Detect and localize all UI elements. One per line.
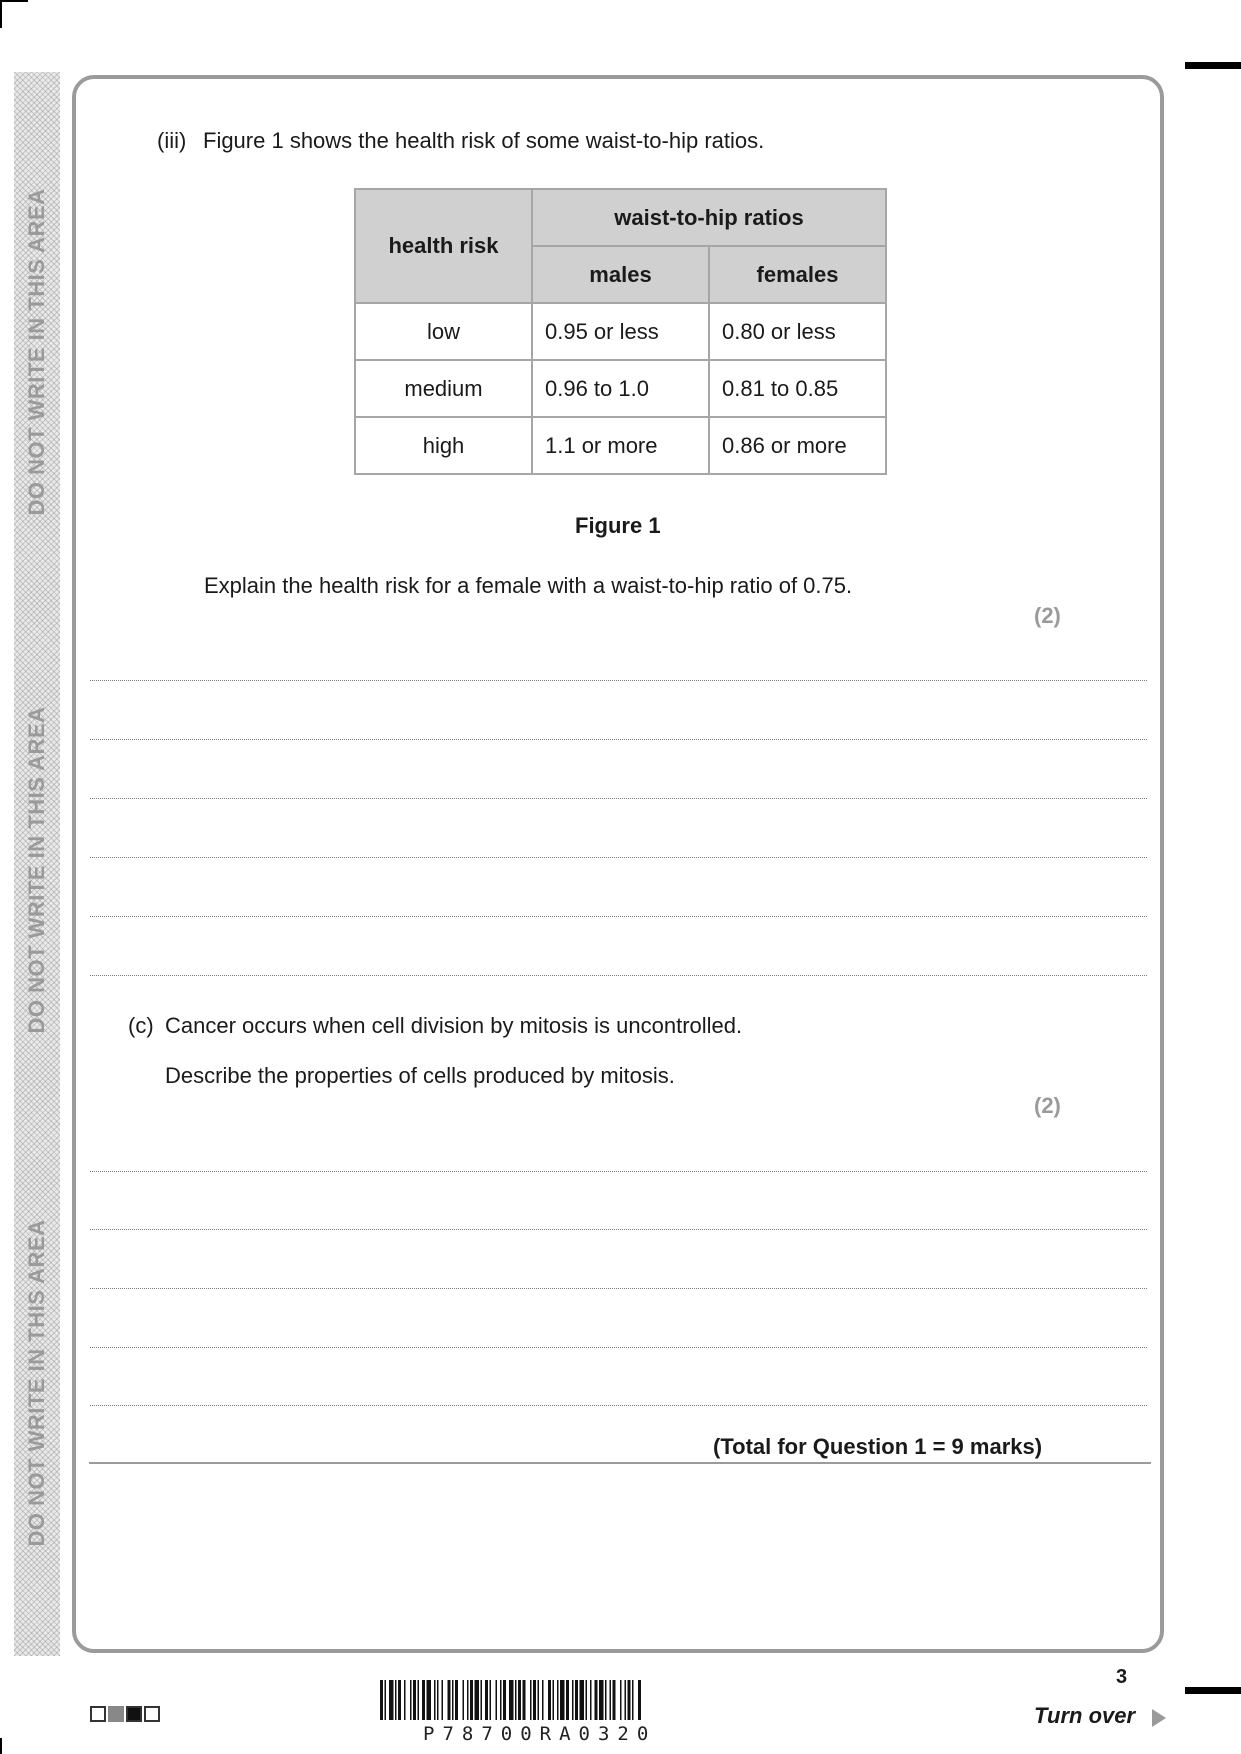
barcode-bar [455,1680,458,1720]
question-number: (iii) [157,128,187,153]
barcode-bar [503,1680,506,1720]
barcode-bar [553,1680,555,1720]
answer-line[interactable] [90,1288,1147,1289]
barcode-bar [625,1680,627,1720]
barcode-bar [385,1680,387,1720]
barcode-bar [595,1680,598,1720]
barcode-bar [515,1680,517,1720]
males-cell: 0.96 to 1.0 [532,360,709,417]
barcode-bar [605,1680,607,1720]
answer-line[interactable] [90,1347,1147,1348]
turn-over-label: Turn over [1034,1703,1136,1728]
barcode-bar [470,1680,473,1720]
registration-mark [1185,1687,1241,1694]
header-males: males [532,246,709,303]
barcode-bar [586,1680,588,1720]
barcode-bar [572,1680,574,1720]
females-cell: 0.80 or less [709,303,886,360]
question-total: (Total for Question 1 = 9 marks) [713,1434,1043,1459]
answer-line[interactable] [90,975,1147,976]
barcode-bar [628,1680,631,1720]
barcode-bar [418,1680,420,1720]
answer-line[interactable] [90,798,1147,799]
barcode-bar [610,1680,612,1720]
barcode-bar [404,1680,406,1720]
marks-label: (2) [1034,603,1061,628]
barcode-bar [542,1680,544,1720]
crop-mark [0,0,28,2]
barcode-bar [422,1680,425,1720]
barcode-bar [560,1680,565,1720]
barcode-bar [538,1680,540,1720]
barcode-bar [575,1680,578,1720]
question-statement: Cancer occurs when cell division by mitosis is uncontrolled. [165,1013,743,1038]
header-waist-to-hip: waist-to-hip ratios [532,189,886,246]
barcode-bar [518,1680,521,1720]
crop-mark [0,1738,2,1754]
barcode-bar [530,1680,532,1720]
risk-cell: high [355,417,532,474]
barcode-bar [557,1680,559,1720]
females-cell: 0.86 or more [709,417,886,474]
females-cell: 0.81 to 0.85 [709,360,886,417]
barcode-bar [548,1680,551,1720]
table-row [355,303,886,360]
barcode-bar [613,1680,616,1720]
barcode-bar [632,1680,634,1720]
arrow-right-icon [1152,1709,1166,1727]
question-text: Describe the properties of cells produced by mitosis. [165,1063,675,1088]
barcode-bar [590,1680,592,1720]
answer-line[interactable] [90,1229,1147,1230]
barcode-bar [620,1680,622,1720]
table-row [355,417,886,474]
barcode-bar [398,1680,401,1720]
barcode [380,1680,862,1728]
males-cell: 0.95 or less [532,303,709,360]
barcode-bar [380,1680,383,1720]
barcode-bar [523,1680,526,1720]
header-females: females [709,246,886,303]
barcode-bar [481,1680,483,1720]
marks-label: (2) [1034,1093,1061,1118]
header-health-risk: health risk [355,189,532,303]
barcode-bar [434,1680,436,1720]
answer-line[interactable] [90,680,1147,681]
barcode-text: P78700RA0320 [423,1723,657,1745]
males-cell: 1.1 or more [532,417,709,474]
crop-mark [0,0,2,28]
question-intro: Figure 1 shows the health risk of some waist-to-hip ratios. [203,128,765,153]
barcode-bar [566,1680,569,1720]
registration-mark [1185,62,1241,69]
barcode-bar [467,1680,469,1720]
page-number: 3 [1116,1666,1128,1688]
barcode-bar [437,1680,439,1720]
total-divider [89,1462,1151,1464]
question-number: (c) [128,1013,154,1038]
barcode-bar [490,1680,492,1720]
question-text: Explain the health risk for a female with a waist-to-hip ratio of 0.75. [204,573,853,598]
barcode-bar [448,1680,451,1720]
barcode-bar [463,1680,465,1720]
risk-cell: low [355,303,532,360]
risk-table [354,188,887,475]
barcode-bar [410,1680,412,1720]
page-marker-squares [90,1706,160,1722]
barcode-bar [500,1680,502,1720]
barcode-bar [599,1680,604,1720]
risk-cell: medium [355,360,532,417]
barcode-bar [509,1680,514,1720]
figure-caption: Figure 1 [575,513,661,538]
answer-line[interactable] [90,1171,1147,1172]
answer-line[interactable] [90,739,1147,740]
barcode-bar [395,1680,397,1720]
answer-line[interactable] [90,1405,1147,1406]
answer-line[interactable] [90,857,1147,858]
barcode-bar [475,1680,480,1720]
barcode-bar [427,1680,432,1720]
barcode-bar [638,1680,641,1720]
barcode-bar [389,1680,394,1720]
barcode-bar [485,1680,488,1720]
barcode-bar [496,1680,498,1720]
barcode-bar [413,1680,416,1720]
barcode-bar [580,1680,585,1720]
barcode-bar [533,1680,536,1720]
answer-line[interactable] [90,916,1147,917]
table-row [355,360,886,417]
barcode-bar [452,1680,454,1720]
barcode-bar [442,1680,444,1720]
